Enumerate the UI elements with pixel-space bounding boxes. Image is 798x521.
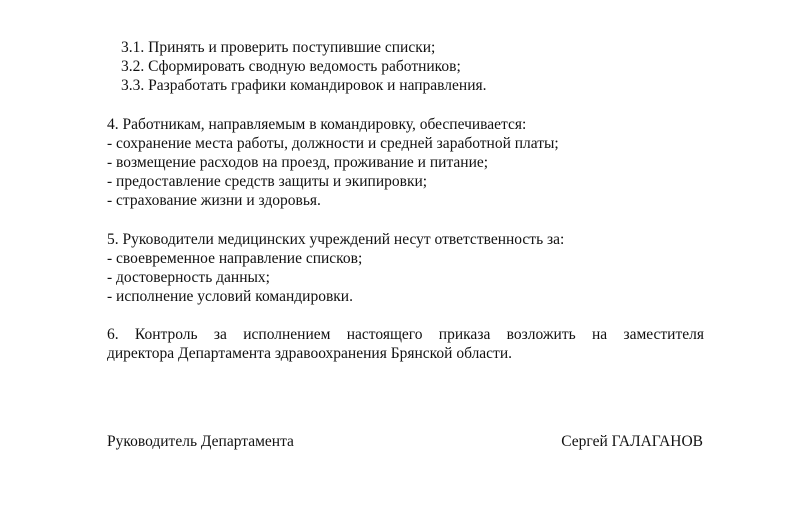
section-5-item: - исполнение условий командировки. [107, 288, 353, 305]
subitem-3-3: 3.3. Разработать графики командировок и направления. [121, 77, 487, 94]
section-4-item: - возмещение расходов на проезд, проживание и питание; [107, 154, 489, 171]
section-6-line-1: 6. Контроль за исполнением настоящего приказа возложить на заместителя [107, 326, 704, 343]
section-4-item: - сохранение места работы, должности и средней заработной платы; [107, 135, 559, 152]
section-4-heading: 4. Работникам, направляемым в командировку, обеспечивается: [107, 116, 527, 133]
subitem-3-2: 3.2. Сформировать сводную ведомость работников; [121, 58, 461, 75]
subitem-3-1: 3.1. Принять и проверить поступившие списки; [121, 39, 436, 56]
section-5-item: - своевременное направление списков; [107, 250, 363, 267]
signature-position: Руководитель Департамента [107, 433, 294, 450]
section-5-heading: 5. Руководители медицинских учреждений несут ответственность за: [107, 231, 565, 248]
section-5-item: - достоверность данных; [107, 269, 270, 286]
signature-name: Сергей ГАЛАГАНОВ [561, 433, 703, 450]
section-4-item: - предоставление средств защиты и экипировки; [107, 173, 428, 190]
section-4-item: - страхование жизни и здоровья. [107, 192, 321, 209]
section-6-line-2: директора Департамента здравоохранения Брянской области. [107, 345, 513, 362]
